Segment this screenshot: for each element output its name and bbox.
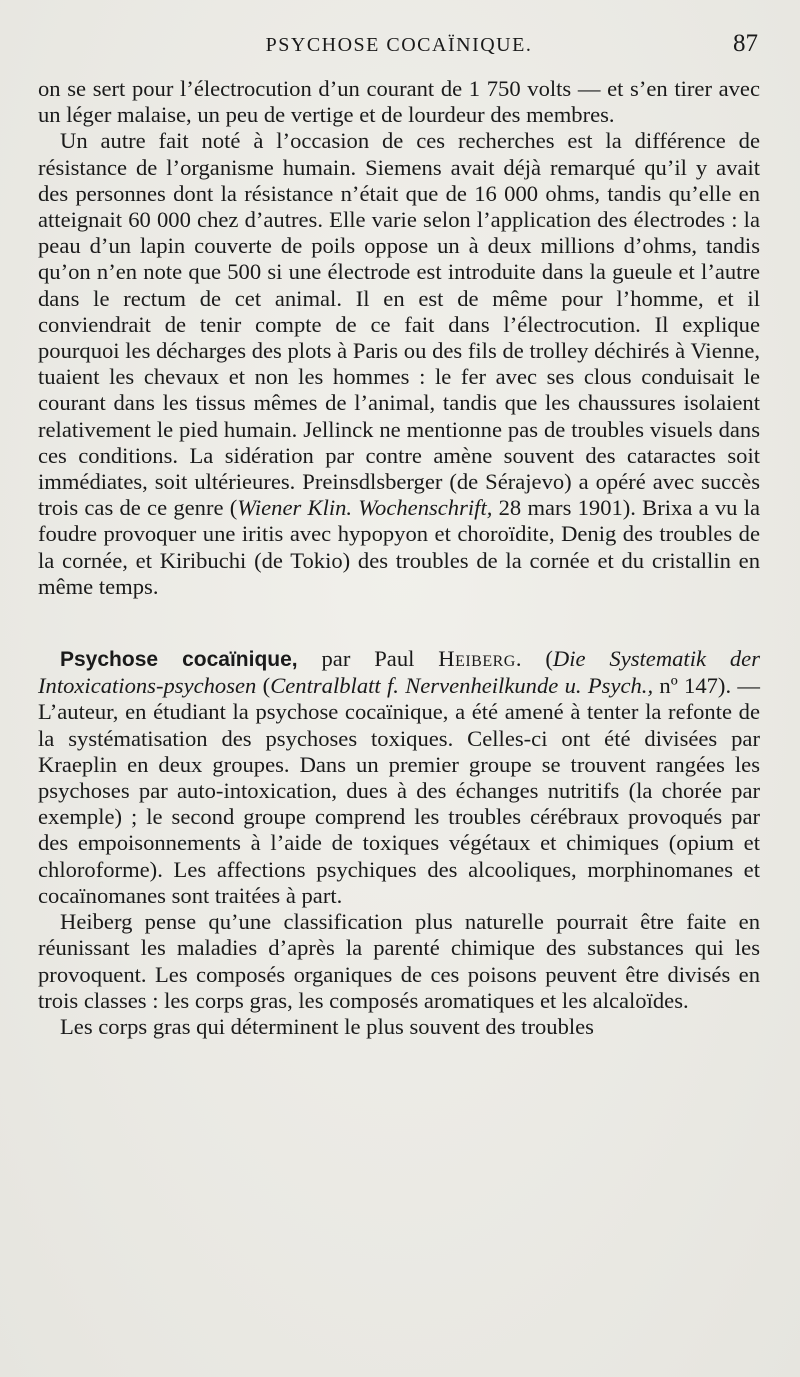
article-journal: Centralblatt f. Nervenheilkunde u. Psych.,: [270, 673, 654, 699]
paragraph-continuation: on se sert pour l’électrocution d’un courant de 1 750 volts — et s’en tirer avec un léger malaise, un peu de vertige et de lourdeur des membres.: [38, 76, 760, 128]
article-title: Psychose cocaïnique,: [60, 648, 298, 672]
page-number: 87: [733, 30, 758, 57]
paragraph-resistance-text-a: Un autre fait noté à l’occasion de ces recherches est la différence de résistance de l’organisme humain. Siemens avait déjà remarqué qu’il y avait des personnes dont la résistance n’était que de 16 000 ohms, tandis qu’elle en atteignait 60 000 chez d’autres. Elle varie selon l’application des électrodes : la peau d’un lapin couverte de poils oppose un à deux millions d’ohms, tandis qu’on n’en note que 500 si une électrode est introduite dans la gueule et l’autre dans le rectum de cet animal. Il en est de même pour l’homme, et il conviendrait de tenir compte de ce fait dans l’électrocution. Il explique pourquoi les décharges des plots à Paris ou des fils de trolley déchirés à Vienne, tuaient les chevaux et non les hommes : le fer avec ses clous conduisait le courant dans les tissus mêmes de l’animal, tandis que les chaussures isolaient relativement le pied humain. Jellinck ne mentionne pas de troubles visuels dans ces conditions. La sidération par contre amène souvent des cataractes soit immédiates, soit ultérieures. Preinsdlsberger (de Sérajevo) a opéré avec succès trois cas de ce genre (: [38, 128, 760, 521]
paragraph-classification: Heiberg pense qu’une classification plus naturelle pourrait être faite en réunissant les maladies d’après la parenté chimique des substances qui les provoquent. Les composés organiques de ces poisons peuvent être divisés en trois classes : les corps gras, les composés aromatiques et les alcaloïdes.: [38, 909, 760, 1013]
body-text: [38, 76, 760, 1040]
article-dot: . (: [515, 646, 553, 672]
article-by: par Paul: [297, 646, 439, 672]
article-author: Heiberg: [438, 646, 516, 672]
article-body: nº 147). — L’auteur, en étudiant la psychose cocaïnique, a été amené à tenter la refonte de la systématisation des psychoses toxiques. Celles-ci ont été divisées par Kraeplin en deux groupes. Dans un premier groupe se trouvent rangées les psychoses par auto-intoxication, dues à des échanges nutritifs (la chorée par exemple) ; le second groupe comprend les troubles cérébraux provoqués par des empoisonnements à l’aide de toxiques végétaux et chimiques (opium et chloroforme). Les affections psychiques des alcooliques, morphinomanes et cocaïnomanes sont traitées à part.: [38, 673, 760, 908]
running-header: [38, 30, 760, 64]
paragraph-corps-gras: Les corps gras qui déterminent le plus souvent des troubles: [60, 1013, 594, 1039]
article-paren: (: [256, 673, 271, 699]
running-title: PSYCHOSE COCAÏNIQUE.: [265, 34, 533, 56]
paragraph-resistance-text-b: 28 mars 1901). Brixa a vu la foudre provoquer une iritis avec hypopyon et choroïdite, Denig des troubles de la cornée, et Kiribuchi (de Tokio) des troubles de la cornée et du cristallin en même temps.: [38, 495, 761, 599]
section-gap: [38, 600, 760, 646]
article-source: Die Systematik der Intoxications-psychosen: [38, 646, 760, 699]
journal-citation: Wiener Klin. Wochenschrift,: [237, 495, 493, 521]
article-review: [38, 646, 760, 909]
paragraph-resistance: [38, 128, 760, 600]
